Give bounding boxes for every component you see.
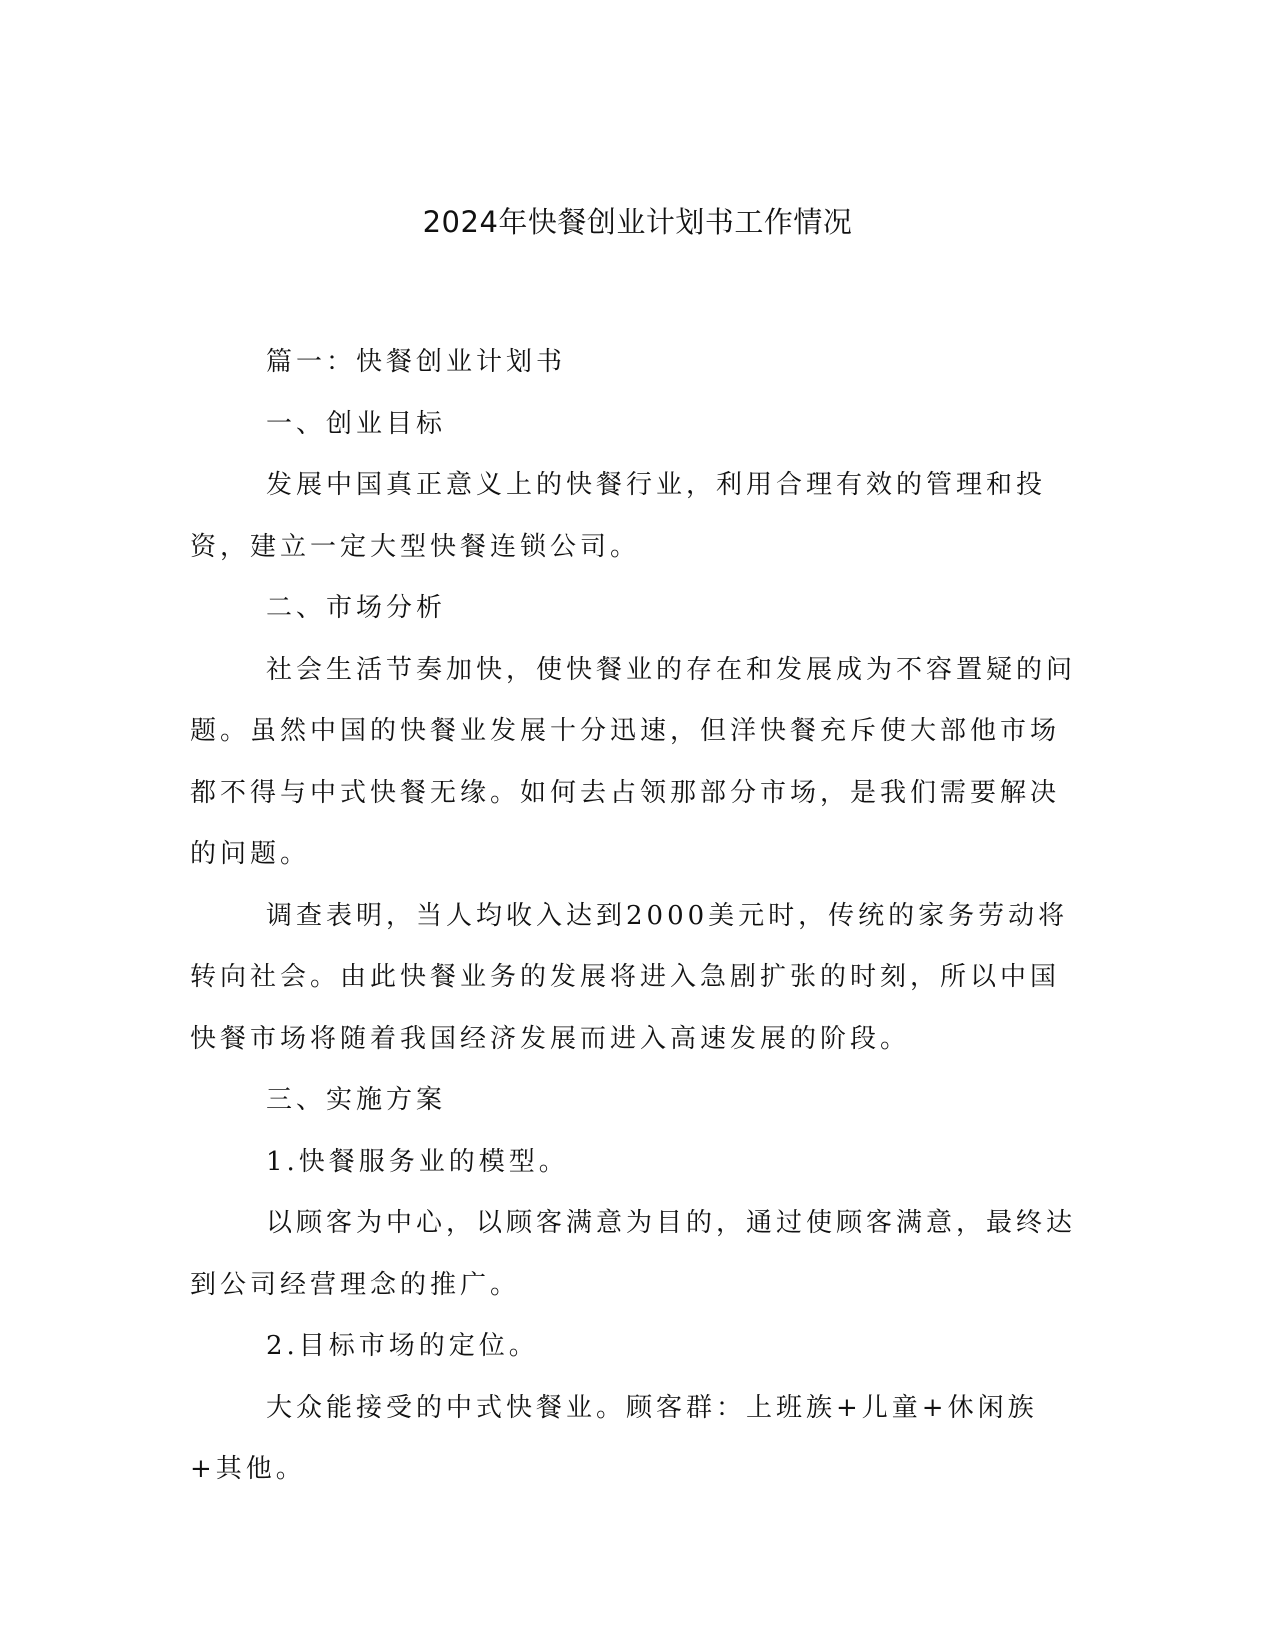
paragraph-goals: 发展中国真正意义上的快餐行业，利用合理有效的管理和投资，建立一定大型快餐连锁公司。 <box>190 470 1047 562</box>
paragraph-target-market: 大众能接受的中式快餐业。顾客群：上班族+儿童+休闲族+其他。 <box>190 1392 1038 1484</box>
section-heading-market-analysis: 二、市场分析 <box>266 593 447 623</box>
paragraph-market-analysis-2: 调查表明，当人均收入达到2000美元时，传统的家务劳动将转向社会。由此快餐业务的发展将进入急剧扩张的时刻，所以中国快餐市场将随着我国经济发展而进入高速发展的阶段。 <box>190 900 1069 1054</box>
document-body <box>190 332 1078 1501</box>
subheading-service-model: 1.快餐服务业的模型。 <box>266 1146 569 1177</box>
section-heading-goals: 一、创业目标 <box>266 408 447 439</box>
paragraph-service-model: 以顾客为中心，以顾客满意为目的，通过使顾客满意，最终达到公司经营理念的推广。 <box>190 1208 1077 1300</box>
subheading-target-market: 2.目标市场的定位。 <box>266 1331 539 1361</box>
document-title: 2024年快餐创业计划书工作情况 <box>422 205 853 239</box>
section-heading-chapter-one: 篇一：快餐创业计划书 <box>266 347 567 377</box>
paragraph-market-analysis-1: 社会生活节奏加快，使快餐业的存在和发展成为不容置疑的问题。虽然中国的快餐业发展十分迅速，但洋快餐充斥使大部他市场都不得与中式快餐无缘。如何去占领那部分市场，是我们需要解决的问题。 <box>190 654 1077 869</box>
section-heading-implementation: 三、实施方案 <box>266 1085 447 1115</box>
